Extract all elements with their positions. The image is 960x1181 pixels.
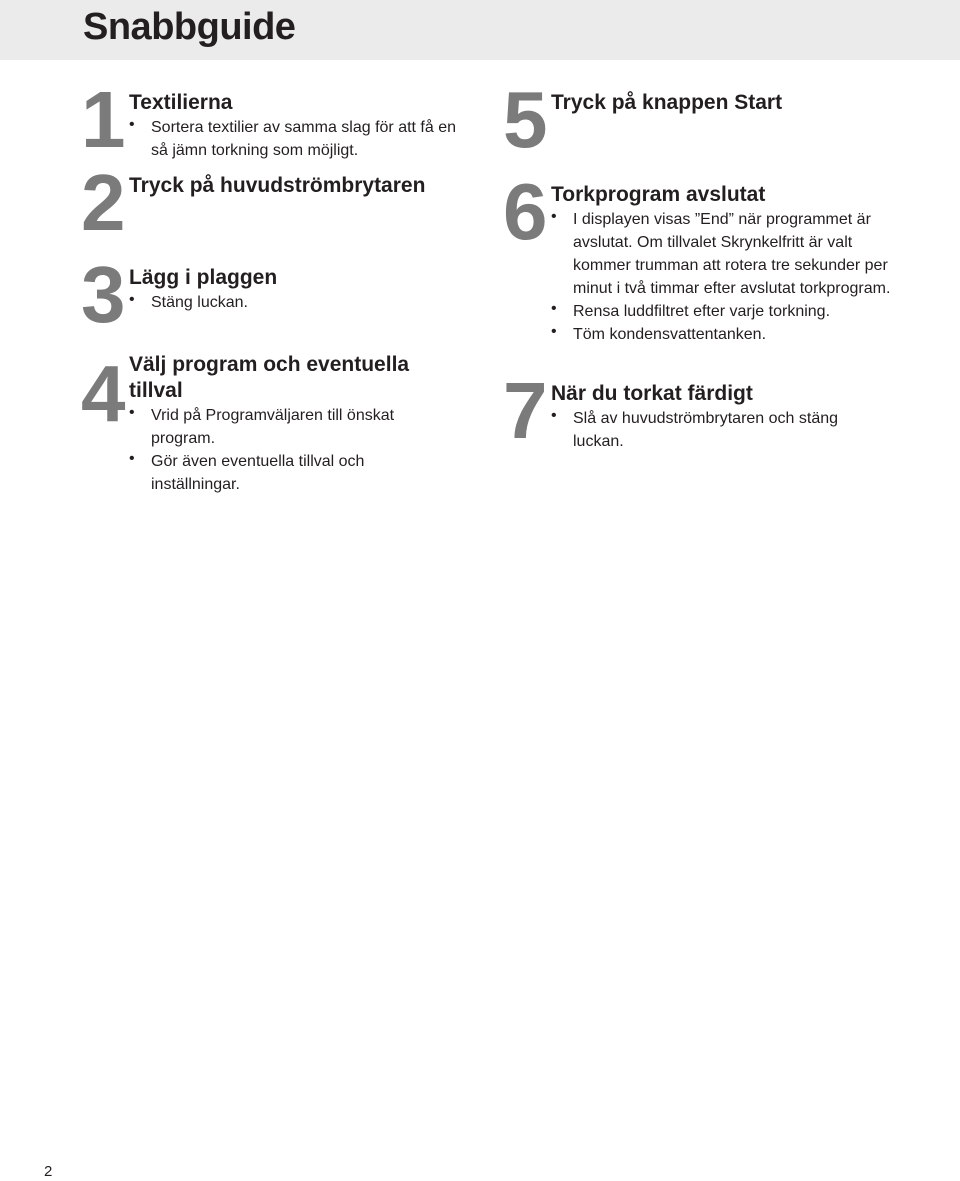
page-title: Snabbguide <box>83 6 296 48</box>
step-title: Tryck på knappen Start <box>551 91 783 114</box>
page-header <box>0 0 960 60</box>
step-bullets <box>551 208 891 346</box>
step-2 <box>81 158 489 247</box>
step-title: Välj program och eventuella tillval <box>129 353 410 402</box>
bullet-icon: • <box>129 291 135 308</box>
step-number: 6 <box>503 167 546 256</box>
step-1 <box>81 75 469 164</box>
step-number: 5 <box>503 75 546 164</box>
step-4 <box>81 349 449 496</box>
bullet-icon: • <box>129 450 135 467</box>
step-5 <box>503 75 911 164</box>
step-number: 1 <box>81 75 124 164</box>
step-7 <box>503 366 891 455</box>
bullet-icon: • <box>551 323 557 340</box>
list-item: • Slå av huvudströmbrytaren och stäng luckan. <box>551 407 839 450</box>
step-title: Tryck på huvudströmbrytaren <box>129 174 426 197</box>
bullet-icon: • <box>129 116 135 133</box>
step-bullets <box>129 404 449 496</box>
list-item: • Stäng luckan. <box>129 291 248 311</box>
page-number: 2 <box>44 1163 53 1180</box>
step-number: 2 <box>81 158 124 247</box>
bullet-icon: • <box>129 404 135 421</box>
list-item: • Vrid på Programväljaren till önskat program. <box>129 404 395 447</box>
step-number: 7 <box>503 366 546 455</box>
bullet-icon: • <box>551 208 557 225</box>
step-bullets <box>129 291 469 314</box>
step-number: 4 <box>81 349 124 438</box>
bullet-icon: • <box>551 300 557 317</box>
step-number: 3 <box>81 250 124 339</box>
step-title: När du torkat färdigt <box>551 382 753 405</box>
step-bullets <box>551 407 891 453</box>
list-item: • Sortera textilier av samma slag för att få en så jämn torkning som möjligt. <box>129 116 457 159</box>
list-item: • Töm kondensvattentanken. <box>551 323 767 343</box>
bullet-icon: • <box>551 407 557 424</box>
list-item: • Gör även eventuella tillval och inställningar. <box>129 450 365 493</box>
step-title: Torkprogram avslutat <box>551 183 766 206</box>
step-bullets <box>129 116 469 162</box>
step-6 <box>503 167 891 346</box>
step-title: Lägg i plaggen <box>129 266 278 289</box>
step-3 <box>81 250 469 339</box>
list-item: • Rensa luddfiltret efter varje torkning. <box>551 300 831 320</box>
list-item: • I displayen visas ”End” när programmet är avslutat. Om tillvalet Skrynkelfritt är valt kommer trumman att rotera tre sekunder per minut i två timmar efter avslutat torkprogram. <box>551 208 891 297</box>
step-title: Textilierna <box>129 91 233 114</box>
